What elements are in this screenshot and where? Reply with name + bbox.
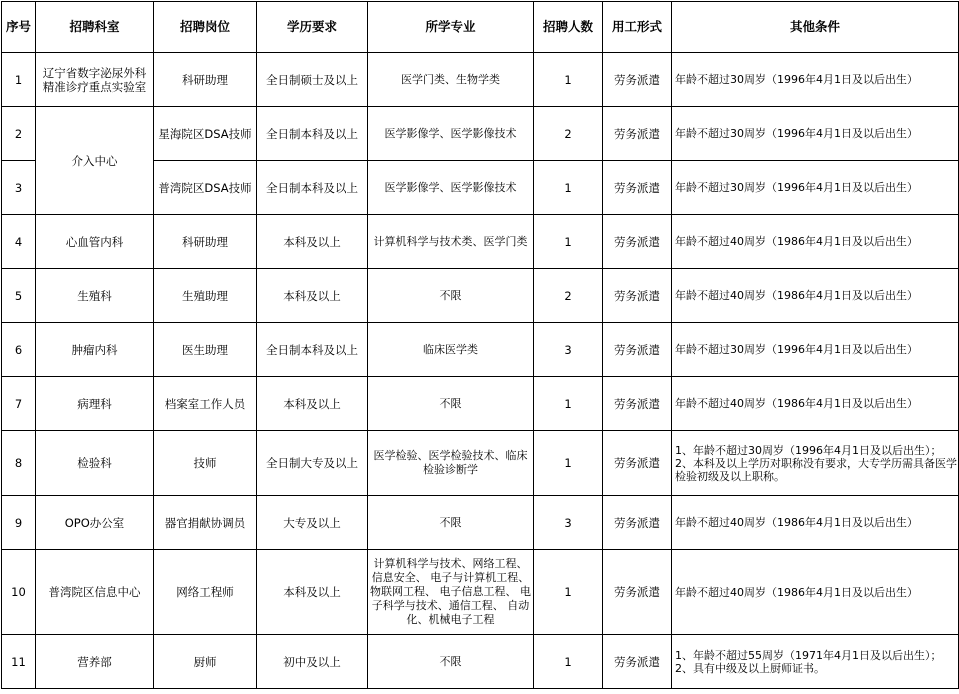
cell-employment: 劳务派遣 bbox=[603, 161, 672, 215]
cell-no: 9 bbox=[2, 496, 36, 550]
cell-no: 6 bbox=[2, 323, 36, 377]
cell-count: 1 bbox=[534, 377, 603, 431]
cell-dept: 辽宁省数字泌尿外科精准诊疗重点实验室 bbox=[36, 53, 154, 107]
cell-major: 不限 bbox=[368, 635, 534, 689]
cell-education: 全日制本科及以上 bbox=[257, 161, 368, 215]
header-employment: 用工形式 bbox=[603, 2, 672, 53]
cell-count: 1 bbox=[534, 53, 603, 107]
cell-count: 1 bbox=[534, 161, 603, 215]
cell-conditions bbox=[672, 496, 959, 550]
table-row bbox=[2, 431, 959, 496]
condition-line: 年龄不超过30周岁（1996年4月1日及以后出生） bbox=[675, 73, 918, 86]
cell-major: 计算机科学与技术、网络工程、信息安全、 电子与计算机工程、物联网工程、 电子信息工程、 电子科学与技术、通信工程、 自动化、机械电子工程 bbox=[368, 550, 534, 635]
cell-employment: 劳务派遣 bbox=[603, 323, 672, 377]
cell-conditions bbox=[672, 635, 959, 689]
cell-count: 1 bbox=[534, 550, 603, 635]
table-row bbox=[2, 377, 959, 431]
cell-education: 本科及以上 bbox=[257, 215, 368, 269]
cell-no: 5 bbox=[2, 269, 36, 323]
condition-line: 1、年龄不超过55周岁（1971年4月1日及以后出生）； bbox=[675, 648, 942, 662]
recruitment-table bbox=[1, 1, 959, 689]
cell-major: 不限 bbox=[368, 269, 534, 323]
cell-dept: 病理科 bbox=[36, 377, 154, 431]
cell-position: 医生助理 bbox=[154, 323, 257, 377]
cell-position: 科研助理 bbox=[154, 53, 257, 107]
cell-no: 7 bbox=[2, 377, 36, 431]
condition-line: 年龄不超过40周岁（1986年4月1日及以后出生） bbox=[675, 235, 918, 248]
cell-employment: 劳务派遣 bbox=[603, 431, 672, 496]
header-education: 学历要求 bbox=[257, 2, 368, 53]
cell-no: 4 bbox=[2, 215, 36, 269]
cell-dept: 肿瘤内科 bbox=[36, 323, 154, 377]
table-row bbox=[2, 269, 959, 323]
cell-major: 医学影像学、医学影像技术 bbox=[368, 107, 534, 161]
cell-dept: 普湾院区信息中心 bbox=[36, 550, 154, 635]
cell-count: 3 bbox=[534, 496, 603, 550]
cell-position: 星海院区DSA技师 bbox=[154, 107, 257, 161]
condition-line: 年龄不超过40周岁（1986年4月1日及以后出生） bbox=[675, 289, 918, 302]
cell-employment: 劳务派遣 bbox=[603, 550, 672, 635]
condition-line: 年龄不超过40周岁（1986年4月1日及以后出生） bbox=[675, 516, 918, 529]
cell-conditions bbox=[672, 107, 959, 161]
table-row bbox=[2, 323, 959, 377]
cell-count: 1 bbox=[534, 635, 603, 689]
header-position: 招聘岗位 bbox=[154, 2, 257, 53]
cell-conditions bbox=[672, 431, 959, 496]
header-dept: 招聘科室 bbox=[36, 2, 154, 53]
cell-no: 3 bbox=[2, 161, 36, 215]
cell-conditions bbox=[672, 550, 959, 635]
table-row bbox=[2, 635, 959, 689]
cell-conditions bbox=[672, 377, 959, 431]
cell-education: 大专及以上 bbox=[257, 496, 368, 550]
cell-employment: 劳务派遣 bbox=[603, 269, 672, 323]
cell-dept: 生殖科 bbox=[36, 269, 154, 323]
cell-dept: 心血管内科 bbox=[36, 215, 154, 269]
condition-line: 年龄不超过30周岁（1996年4月1日及以后出生） bbox=[675, 127, 918, 140]
cell-position: 普湾院区DSA技师 bbox=[154, 161, 257, 215]
cell-dept: 检验科 bbox=[36, 431, 154, 496]
cell-major: 医学检验、医学检验技术、临床检验诊断学 bbox=[368, 431, 534, 496]
header-row bbox=[2, 2, 959, 53]
cell-major: 临床医学类 bbox=[368, 323, 534, 377]
cell-conditions bbox=[672, 53, 959, 107]
cell-conditions bbox=[672, 215, 959, 269]
cell-position: 技师 bbox=[154, 431, 257, 496]
cell-conditions bbox=[672, 323, 959, 377]
cell-count: 1 bbox=[534, 215, 603, 269]
cell-count: 2 bbox=[534, 269, 603, 323]
cell-no: 11 bbox=[2, 635, 36, 689]
cell-position: 科研助理 bbox=[154, 215, 257, 269]
cell-no: 10 bbox=[2, 550, 36, 635]
condition-line: 年龄不超过40周岁（1986年4月1日及以后出生） bbox=[675, 585, 918, 599]
cell-count: 1 bbox=[534, 431, 603, 496]
cell-employment: 劳务派遣 bbox=[603, 635, 672, 689]
table-row bbox=[2, 215, 959, 269]
cell-dept: OPO办公室 bbox=[36, 496, 154, 550]
cell-employment: 劳务派遣 bbox=[603, 377, 672, 431]
table-row bbox=[2, 496, 959, 550]
cell-no: 1 bbox=[2, 53, 36, 107]
cell-education: 全日制大专及以上 bbox=[257, 431, 368, 496]
header-conditions: 其他条件 bbox=[672, 2, 959, 53]
cell-major: 医学影像学、医学影像技术 bbox=[368, 161, 534, 215]
cell-conditions bbox=[672, 269, 959, 323]
cell-dept: 介入中心 bbox=[36, 107, 154, 215]
cell-count: 3 bbox=[534, 323, 603, 377]
cell-education: 本科及以上 bbox=[257, 269, 368, 323]
table-row bbox=[2, 550, 959, 635]
cell-position: 厨师 bbox=[154, 635, 257, 689]
cell-education: 初中及以上 bbox=[257, 635, 368, 689]
table-row bbox=[2, 53, 959, 107]
header-major: 所学专业 bbox=[368, 2, 534, 53]
cell-education: 全日制本科及以上 bbox=[257, 107, 368, 161]
condition-line: 年龄不超过30周岁（1996年4月1日及以后出生） bbox=[675, 181, 918, 194]
condition-line: 2、具有中级及以上厨师证书。 bbox=[675, 661, 825, 675]
cell-major: 不限 bbox=[368, 496, 534, 550]
condition-line: 1、年龄不超过30周岁（1996年4月1日及以后出生）； bbox=[675, 443, 942, 457]
cell-education: 全日制硕士及以上 bbox=[257, 53, 368, 107]
cell-position: 网络工程师 bbox=[154, 550, 257, 635]
cell-employment: 劳务派遣 bbox=[603, 496, 672, 550]
cell-employment: 劳务派遣 bbox=[603, 215, 672, 269]
condition-line: 年龄不超过40周岁（1986年4月1日及以后出生） bbox=[675, 397, 918, 410]
cell-conditions bbox=[672, 161, 959, 215]
cell-no: 2 bbox=[2, 107, 36, 161]
cell-position: 生殖助理 bbox=[154, 269, 257, 323]
cell-position: 器官捐献协调员 bbox=[154, 496, 257, 550]
cell-count: 2 bbox=[534, 107, 603, 161]
cell-employment: 劳务派遣 bbox=[603, 107, 672, 161]
cell-position: 档案室工作人员 bbox=[154, 377, 257, 431]
cell-major: 医学门类、生物学类 bbox=[368, 53, 534, 107]
condition-line: 2、本科及以上学历对职称没有要求，大专学历需具备医学检验初级及以上职称。 bbox=[675, 456, 957, 483]
cell-employment: 劳务派遣 bbox=[603, 53, 672, 107]
cell-no: 8 bbox=[2, 431, 36, 496]
cell-education: 本科及以上 bbox=[257, 377, 368, 431]
cell-major: 不限 bbox=[368, 377, 534, 431]
condition-line: 年龄不超过30周岁（1996年4月1日及以后出生） bbox=[675, 343, 918, 356]
cell-dept: 营养部 bbox=[36, 635, 154, 689]
header-no: 序号 bbox=[2, 2, 36, 53]
cell-education: 本科及以上 bbox=[257, 550, 368, 635]
table-row bbox=[2, 107, 959, 161]
header-count: 招聘人数 bbox=[534, 2, 603, 53]
cell-major: 计算机科学与技术类、医学门类 bbox=[368, 215, 534, 269]
cell-education: 全日制本科及以上 bbox=[257, 323, 368, 377]
